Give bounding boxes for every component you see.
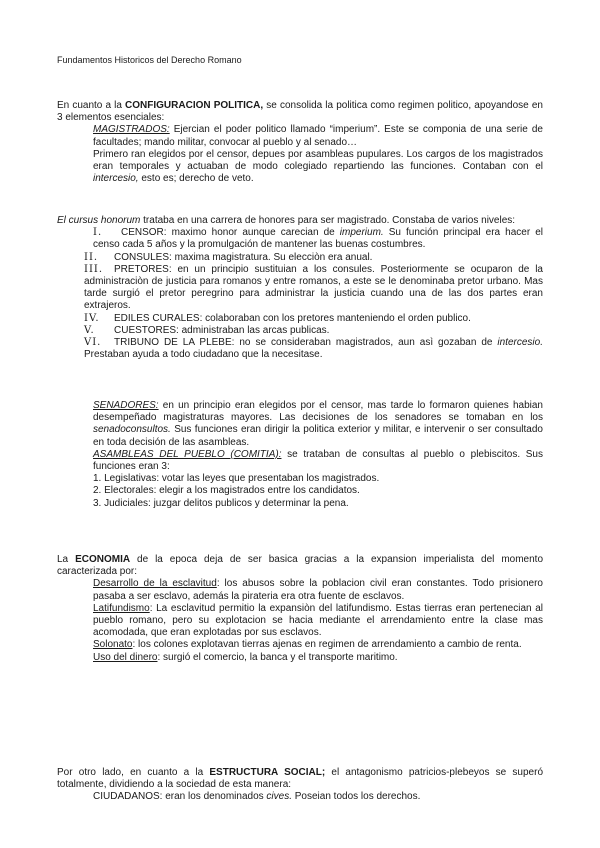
cursus-item: V. CUESTORES: administraban las arcas publicas. — [84, 324, 330, 336]
senadores-label: SENADORES: — [93, 400, 159, 411]
social-section — [57, 767, 543, 804]
document-header: Fundamentos Historicos del Derecho Romano — [57, 55, 242, 65]
politica-section — [57, 100, 543, 185]
cursus-item: VI. TRIBUNO DE LA PLEBE: no se consideraban magistrados, aun asì gozaban de intercesio. Prestaban ayuda a todo ciudadano que la necesitase. — [84, 337, 543, 361]
funcion-item: 2. Electorales: elegir a los magistrados entre los candidatos. — [93, 485, 360, 497]
cursus-section — [57, 215, 543, 361]
economia-section — [57, 554, 543, 664]
social-intro: Por otro lado, en cuanto a la ESTRUCTURA SOCIAL; el antagonismo patricios-plebeyos se superó totalmente, dividiendo a la sociedad de esta manera: — [57, 767, 544, 791]
asambleas-label: ASAMBLEAS DEL PUEBLO (COMITIA): — [93, 448, 282, 460]
cursus-item: II. CONSULES: maxima magistratura. Su elecciòn era anual. — [84, 251, 373, 263]
senadores-paragraph: SENADORES: en un principio eran elegidos por el censor, mas tarde lo formaron quienes habian desempeñado magistraturas mayores. Las decisiones de los senadores se tomaban en los senadoconsultos. Sus funciones eran dirigir la politica exterior y militar, e intervenir o ser consultado en toda decisión de las asambleas. — [93, 400, 543, 448]
economia-intro: La ECONOMIA de la epoca deja de ser basica gracias a la expansion imperialista del momento caracterizada por: — [57, 554, 544, 578]
magistrados-paragraph-2: Primero ran elegidos por el censor, depues por asambleas pupulares. Los cargos de los magistrados eran temporales y actuaban de modo colegiado repartiendo las funciones. Contaban con el intercesio, esto es; derecho de veto. — [93, 148, 543, 185]
politica-heading: CONFIGURACION POLITICA, — [125, 100, 264, 111]
economia-item: Uso del dinero: surgió el comercio, la banca y el transporte maritimo. — [93, 651, 398, 663]
cursus-item: IV. EDILES CURALES: colaboraban con los pretores manteniendo el orden publico. — [84, 312, 471, 324]
funcion-item: 3. Judiciales: juzgar delitos publicos y determinar la pena. — [93, 497, 349, 509]
politica-intro: En cuanto a la CONFIGURACION POLITICA, se consolida la politica como regimen politico, apoyandose en 3 elementos esenciales: — [57, 100, 543, 124]
economia-item: Solonato: los colones explotavan tierras ajenas en regimen de arrendamiento a cambio de renta. — [93, 639, 522, 651]
ciudadanos-paragraph: CIUDADANOS: eran los denominados cives. Poseian todos los derechos. — [93, 791, 421, 803]
economia-item: Latifundismo: La esclavitud permitio la expansiòn del latifundismo. Estas tierras eran pertenecian al pueblo romano, pero su explotacion se hacia mediante el arrendamiento entre la clase mas acomodada, que eran explotadas por sus esclavos. — [93, 602, 543, 639]
economia-item: Desarrollo de la esclavitud: los abusos sobre la poblacion civil eran constantes. Todo prisionero pasaba a ser esclavo, además la pirateria era otra fuente de esclavos. — [93, 578, 543, 602]
funcion-item: 1. Legislativas: votar las leyes que presentaban los magistrados. — [93, 473, 380, 485]
senado-section — [57, 400, 543, 510]
magistrados-paragraph: MAGISTRADOS: Ejercian el poder politico llamado “imperium”. Este se componia de una serie de facultades; mando militar, convocar al pueblo y al senado… — [93, 124, 543, 148]
economia-heading: ECONOMIA — [75, 554, 131, 565]
social-heading: ESTRUCTURA SOCIAL; — [209, 767, 326, 778]
cursus-item: III. PRETORES: en un principio sustituian a los consules. Posteriormente se ocuparon de la administraciòn de justicia para romanos y entre romanos, a este se le denominaba pretor urbano. Mas tarde surgió el pretor peregrino para administrar la justicia cuando una de las dos partes eran extrajeros. — [84, 263, 543, 312]
asambleas-paragraph: ASAMBLEAS DEL PUEBLO (COMITIA): se trataban de consultas al pueblo o plebiscitos. Sus funciones eran 3: — [93, 448, 543, 473]
cursus-item: I. CENSOR: maximo honor aunque carecian de imperium. Su función principal era hacer el censo cada 5 años y la promulgación de mantener las buenas costumbres. — [93, 227, 543, 251]
magistrados-label: MAGISTRADOS: — [93, 124, 170, 136]
cursus-intro: El cursus honorum trataba en una carrera de honores para ser magistrado. Constaba de varios niveles: — [57, 215, 516, 226]
